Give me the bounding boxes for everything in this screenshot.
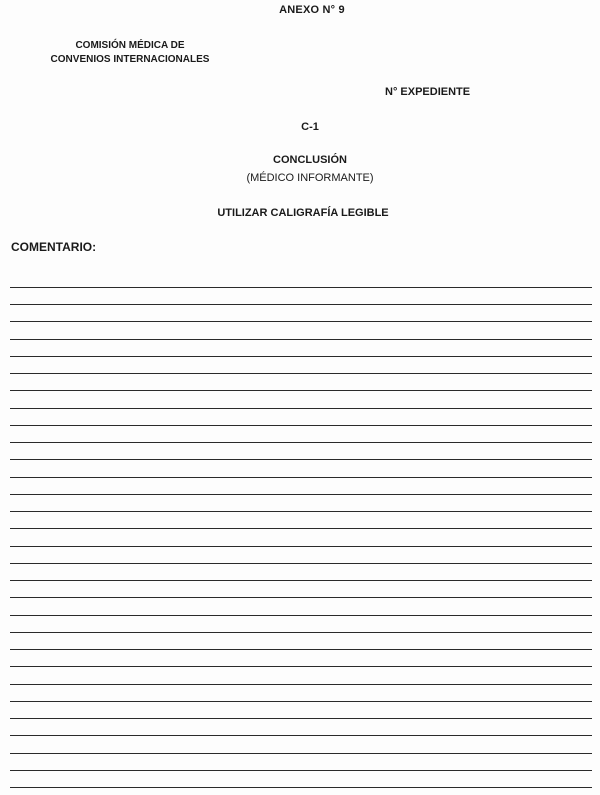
comment-writing-area[interactable]: [10, 0, 592, 795]
comment-line: [10, 304, 592, 305]
comment-line: [10, 735, 592, 736]
form-title: CONCLUSIÓN: [273, 154, 347, 166]
form-code: C-1: [301, 121, 319, 133]
comment-line: [10, 666, 592, 667]
comment-line: [10, 442, 592, 443]
comment-line: [10, 753, 592, 754]
comment-line: [10, 718, 592, 719]
comment-line: [10, 701, 592, 702]
comment-line: [10, 339, 592, 340]
comment-line: [10, 425, 592, 426]
organization-name-line1: COMISIÓN MÉDICA DE: [75, 40, 185, 51]
comment-line: [10, 528, 592, 529]
expediente-label: N° EXPEDIENTE: [385, 86, 471, 98]
comment-line: [10, 494, 592, 495]
comment-line: [10, 787, 592, 788]
comment-line: [10, 563, 592, 564]
comment-line: [10, 684, 592, 685]
handwriting-instruction: UTILIZAR CALIGRAFÍA LEGIBLE: [217, 207, 389, 219]
organization-name-line2: CONVENIOS INTERNACIONALES: [50, 54, 210, 65]
comment-line: [10, 597, 592, 598]
comment-line: [10, 580, 592, 581]
form-subtitle: (MÉDICO INFORMANTE): [246, 172, 374, 184]
comment-label: COMENTARIO:: [11, 240, 97, 254]
comment-line: [10, 373, 592, 374]
comment-line: [10, 408, 592, 409]
comment-line: [10, 356, 592, 357]
comment-line: [10, 546, 592, 547]
comment-line: [10, 649, 592, 650]
comment-line: [10, 321, 592, 322]
annex-number: ANEXO N° 9: [279, 4, 345, 16]
comment-line: [10, 477, 592, 478]
comment-line: [10, 632, 592, 633]
comment-line: [10, 770, 592, 771]
comment-line: [10, 615, 592, 616]
comment-line: [10, 459, 592, 460]
comment-line: [10, 511, 592, 512]
comment-line: [10, 287, 592, 288]
comment-line: [10, 390, 592, 391]
